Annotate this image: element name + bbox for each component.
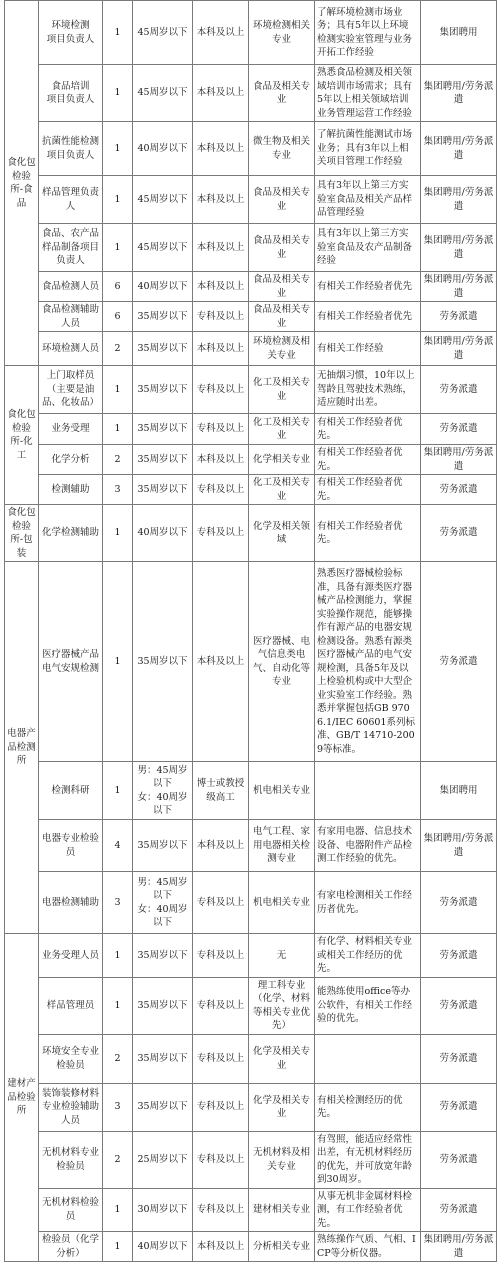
- count-cell: 1: [103, 122, 133, 176]
- type-cell: 集团聘用/劳务派遣: [421, 820, 497, 872]
- table-row: [5, 1034, 497, 1083]
- table-row: [5, 122, 497, 176]
- count-cell: 1: [103, 366, 133, 414]
- major-cell: 机电相关专业: [249, 872, 315, 934]
- table-row: [5, 332, 497, 366]
- type-cell: 集团聘用/劳务派遣: [421, 332, 497, 366]
- requirement-cell: 有相关工作经验者优先。: [315, 414, 421, 445]
- position-cell: 环境检测人员: [39, 332, 103, 366]
- age-cell: 35周岁以下: [133, 1083, 193, 1131]
- age-cell: 35周岁以下: [133, 366, 193, 414]
- type-cell: 劳务派遣: [421, 1034, 497, 1083]
- age-cell: 40周岁以下: [133, 272, 193, 302]
- department-cell: 建材产品检验所: [5, 934, 39, 1262]
- table-row: [5, 1083, 497, 1131]
- type-cell: 集团聘用/劳务派遣: [421, 445, 497, 475]
- requirement-cell: 有相关工作经验者优先: [315, 272, 421, 302]
- position-cell: 检验员（化学分析）: [39, 1232, 103, 1262]
- count-cell: 2: [103, 332, 133, 366]
- age-cell: 45周岁以下: [133, 1, 193, 65]
- type-cell: 集团聘用/劳务派遣: [421, 65, 497, 122]
- education-cell: 专科及以上: [193, 1131, 249, 1188]
- major-cell: 化工及相关专业: [249, 475, 315, 505]
- age-cell: 40周岁以下: [133, 505, 193, 562]
- position-cell: 环境安全专业 检验员: [39, 1034, 103, 1083]
- position-cell: 电器检测辅助: [39, 872, 103, 934]
- major-cell: 食品及相关专业: [249, 302, 315, 332]
- age-cell: 35周岁以下: [133, 475, 193, 505]
- count-cell: 1: [103, 977, 133, 1034]
- requirement-cell: [315, 762, 421, 820]
- major-cell: 医疗器械、电气信息类电气、自动化等专业: [249, 562, 315, 762]
- requirement-cell: 熟悉食品检测及相关领域培训市场需求；具有5年以上相关领域培训业务管理运营工作经验: [315, 65, 421, 122]
- type-cell: 集团聘用/劳务派遣: [421, 122, 497, 176]
- requirement-cell: 有驾照，能适应经常性出差，有无机材料经历的优先，并可放宽年龄到30周岁。: [315, 1131, 421, 1188]
- requirement-cell: 有相关检测经历的优先。: [315, 1083, 421, 1131]
- type-cell: 集团聘用: [421, 762, 497, 820]
- count-cell: 6: [103, 272, 133, 302]
- table-row: [5, 820, 497, 872]
- count-cell: 1: [103, 934, 133, 978]
- age-cell: 30周岁以下: [133, 1188, 193, 1232]
- type-cell: 集团聘用/劳务派遣: [421, 224, 497, 272]
- table-row: [5, 977, 497, 1034]
- count-cell: 1: [103, 224, 133, 272]
- recruitment-table: [4, 0, 497, 1262]
- requirement-cell: 有化学、材料相关专业或相关工作经历的优先。: [315, 934, 421, 978]
- position-cell: 样品管理负责人: [39, 176, 103, 224]
- position-cell: 业务受理: [39, 414, 103, 445]
- education-cell: 本科及以上: [193, 820, 249, 872]
- education-cell: 专科及以上: [193, 872, 249, 934]
- requirement-cell: 有家电检测相关工作经历者优先。: [315, 872, 421, 934]
- major-cell: 电气工程、家用电器相关检测专业: [249, 820, 315, 872]
- major-cell: 建材相关专业: [249, 1188, 315, 1232]
- requirement-cell: 具有3年以上第三方实验室食品及相关产品样品管理经验: [315, 176, 421, 224]
- position-cell: 装饰装修材料专业检验辅助人员: [39, 1083, 103, 1131]
- major-cell: 食品及相关专业: [249, 224, 315, 272]
- table-row: [5, 1188, 497, 1232]
- requirement-cell: [315, 1034, 421, 1083]
- department-cell: 电器产品检测所: [5, 562, 39, 934]
- table-row: [5, 414, 497, 445]
- age-cell: 45周岁以下: [133, 176, 193, 224]
- major-cell: 环境检测相关专业: [249, 1, 315, 65]
- major-cell: 无机材料及相关专业: [249, 1131, 315, 1188]
- major-cell: 环境检测及相关专业: [249, 332, 315, 366]
- major-cell: 化学及相关领域: [249, 505, 315, 562]
- requirement-cell: 从事无机非金属材料检测，有工作经验者优先。: [315, 1188, 421, 1232]
- major-cell: 食品及相关专业: [249, 176, 315, 224]
- count-cell: 1: [103, 65, 133, 122]
- count-cell: 1: [103, 562, 133, 762]
- education-cell: 博士或教授级高工: [193, 762, 249, 820]
- education-cell: 专科及以上: [193, 934, 249, 978]
- education-cell: 本科及以上: [193, 272, 249, 302]
- requirement-cell: 具有3年以上第三方实验室食品及农产品制备经验: [315, 224, 421, 272]
- count-cell: 3: [103, 872, 133, 934]
- requirement-cell: 有家用电器、信息技术设备、电器附件产品检测工作经验的优先。: [315, 820, 421, 872]
- education-cell: 本科及以上: [193, 224, 249, 272]
- type-cell: 集团聘用/劳务派遣: [421, 176, 497, 224]
- table-row: [5, 366, 497, 414]
- table-row: [5, 272, 497, 302]
- type-cell: 劳务派遣: [421, 414, 497, 445]
- education-cell: 本科及以上: [193, 1, 249, 65]
- table-row: [5, 475, 497, 505]
- table-row: [5, 872, 497, 934]
- table-row: [5, 224, 497, 272]
- count-cell: 6: [103, 302, 133, 332]
- age-cell: 35周岁以下: [133, 414, 193, 445]
- position-cell: 医疗器械产品 电气安规检测: [39, 562, 103, 762]
- major-cell: 化学相关专业: [249, 445, 315, 475]
- education-cell: 专科及以上: [193, 977, 249, 1034]
- age-cell: 男：45周岁以下 女：40周岁以下: [133, 872, 193, 934]
- education-cell: 专科及以上: [193, 414, 249, 445]
- education-cell: 本科及以上: [193, 122, 249, 176]
- major-cell: 化工及相关专业: [249, 366, 315, 414]
- table-row: [5, 445, 497, 475]
- age-cell: 35周岁以下: [133, 977, 193, 1034]
- education-cell: 专科及以上: [193, 1034, 249, 1083]
- type-cell: 劳务派遣: [421, 302, 497, 332]
- requirement-cell: 有相关工作经验者优先。: [315, 475, 421, 505]
- education-cell: 本科及以上: [193, 332, 249, 366]
- position-cell: 上门取样员（主要是油品、化妆品）: [39, 366, 103, 414]
- requirement-cell: 有相关工作经验者优先。: [315, 505, 421, 562]
- type-cell: 劳务派遣: [421, 872, 497, 934]
- age-cell: 45周岁以下: [133, 65, 193, 122]
- table-row: [5, 505, 497, 562]
- department-cell: 食化包检验所-食品: [5, 1, 39, 366]
- age-cell: 35周岁以下: [133, 445, 193, 475]
- position-cell: 检测科研: [39, 762, 103, 820]
- requirement-cell: 无抽烟习惯，10年以上驾龄且驾驶技术熟练，适应随时出差。: [315, 366, 421, 414]
- table-row: [5, 934, 497, 978]
- position-cell: 食品培训 项目负责人: [39, 65, 103, 122]
- major-cell: 机电相关专业: [249, 762, 315, 820]
- table-row: [5, 1131, 497, 1188]
- education-cell: 专科及以上: [193, 1083, 249, 1131]
- requirement-cell: 熟悉医疗器械检验标准，具备有源类医疗器械产品检测能力，掌握实验操作规范，能够操作有源产品的电器安规检测设备。熟悉有源类医疗器械产品的电气安规检测，具备5年及以上检验机构或中大型企业实验室工作经验。熟悉并掌握包括GB 9706.1/IEC 60601系列标准、GB/T 14710-2009等标准。: [315, 562, 421, 762]
- requirement-cell: 有相关工作经验者优先。: [315, 445, 421, 475]
- requirement-cell: 熟练操作气质、气相、ICP等分析仪器。: [315, 1232, 421, 1262]
- type-cell: 集团聘用/劳务派遣: [421, 1232, 497, 1262]
- age-cell: 45周岁以下: [133, 224, 193, 272]
- major-cell: 分析相关专业: [249, 1232, 315, 1262]
- table-row: [5, 65, 497, 122]
- table-row: [5, 176, 497, 224]
- position-cell: 环境检测 项目负责人: [39, 1, 103, 65]
- count-cell: 1: [103, 1188, 133, 1232]
- major-cell: 化学及相关专业: [249, 1083, 315, 1131]
- type-cell: 劳务派遣: [421, 1188, 497, 1232]
- count-cell: 2: [103, 1131, 133, 1188]
- major-cell: 食品及相关专业: [249, 65, 315, 122]
- position-cell: 化学检测辅助: [39, 505, 103, 562]
- position-cell: 样品管理员: [39, 977, 103, 1034]
- age-cell: 男：45周岁以下 女：40周岁以下: [133, 762, 193, 820]
- type-cell: 劳务派遣: [421, 366, 497, 414]
- position-cell: 检测辅助: [39, 475, 103, 505]
- count-cell: 2: [103, 445, 133, 475]
- count-cell: 1: [103, 762, 133, 820]
- age-cell: 40周岁以下: [133, 122, 193, 176]
- count-cell: 1: [103, 505, 133, 562]
- type-cell: 劳务派遣: [421, 562, 497, 762]
- education-cell: 本科及以上: [193, 1232, 249, 1262]
- position-cell: 化学分析: [39, 445, 103, 475]
- department-cell: 食化包检验所-包装: [5, 505, 39, 562]
- education-cell: 专科及以上: [193, 366, 249, 414]
- position-cell: 电器专业检验员: [39, 820, 103, 872]
- major-cell: 化学及相关专业: [249, 1034, 315, 1083]
- major-cell: 无: [249, 934, 315, 978]
- education-cell: 专科及以上: [193, 475, 249, 505]
- type-cell: 劳务派遣: [421, 977, 497, 1034]
- type-cell: 劳务派遣: [421, 475, 497, 505]
- requirement-cell: 有相关工作经验者优先: [315, 302, 421, 332]
- education-cell: 本科及以上: [193, 445, 249, 475]
- requirement-cell: 能熟练使用office等办公软件，有相关工作经验的优先。: [315, 977, 421, 1034]
- major-cell: 食品及相关专业: [249, 272, 315, 302]
- count-cell: 1: [103, 176, 133, 224]
- count-cell: 1: [103, 414, 133, 445]
- count-cell: 3: [103, 475, 133, 505]
- department-cell: 食化包检验所-化工: [5, 366, 39, 505]
- type-cell: 集团聘用: [421, 1, 497, 65]
- education-cell: 专科及以上: [193, 302, 249, 332]
- position-cell: 食品、农产品样品制备项目负责人: [39, 224, 103, 272]
- table-row: [5, 1, 497, 65]
- type-cell: 劳务派遣: [421, 934, 497, 978]
- table-row: [5, 762, 497, 820]
- age-cell: 35周岁以下: [133, 332, 193, 366]
- position-cell: 业务受理人员: [39, 934, 103, 978]
- position-cell: 抗菌性能检测 项目负责人: [39, 122, 103, 176]
- education-cell: 本科及以上: [193, 562, 249, 762]
- table-row: [5, 302, 497, 332]
- table-row: [5, 562, 497, 762]
- count-cell: 3: [103, 1083, 133, 1131]
- age-cell: 35周岁以下: [133, 302, 193, 332]
- position-cell: 无机材料专业 检验员: [39, 1131, 103, 1188]
- major-cell: 理工科专业（化学、材料等相关专业优先）: [249, 977, 315, 1034]
- age-cell: 35周岁以下: [133, 934, 193, 978]
- age-cell: 35周岁以下: [133, 820, 193, 872]
- requirement-cell: 了解抗菌性能测试市场业务；具有3年以上相关项目管理工作经验: [315, 122, 421, 176]
- requirement-cell: 有相关工作经验: [315, 332, 421, 366]
- education-cell: 专科及以上: [193, 1188, 249, 1232]
- age-cell: 35周岁以下: [133, 562, 193, 762]
- type-cell: 劳务派遣: [421, 1131, 497, 1188]
- type-cell: 劳务派遣: [421, 505, 497, 562]
- count-cell: 1: [103, 1, 133, 65]
- age-cell: 25周岁以下: [133, 1131, 193, 1188]
- age-cell: 40周岁以下: [133, 1232, 193, 1262]
- major-cell: 化工及相关专业: [249, 414, 315, 445]
- major-cell: 微生物及相关专业: [249, 122, 315, 176]
- education-cell: 本科及以上: [193, 176, 249, 224]
- type-cell: 集团聘用/劳务派遣: [421, 272, 497, 302]
- position-cell: 无机材料检验员: [39, 1188, 103, 1232]
- type-cell: 劳务派遣: [421, 1083, 497, 1131]
- count-cell: 1: [103, 1232, 133, 1262]
- education-cell: 专科及以上: [193, 505, 249, 562]
- table-row: [5, 1232, 497, 1262]
- count-cell: 2: [103, 1034, 133, 1083]
- education-cell: 本科及以上: [193, 65, 249, 122]
- position-cell: 食品检测辅助人员: [39, 302, 103, 332]
- age-cell: 35周岁以下: [133, 1034, 193, 1083]
- requirement-cell: 了解环境检测市场业务；具有5年以上环境检测实验室管理与业务开拓工作经验: [315, 1, 421, 65]
- position-cell: 食品检测人员: [39, 272, 103, 302]
- count-cell: 4: [103, 820, 133, 872]
